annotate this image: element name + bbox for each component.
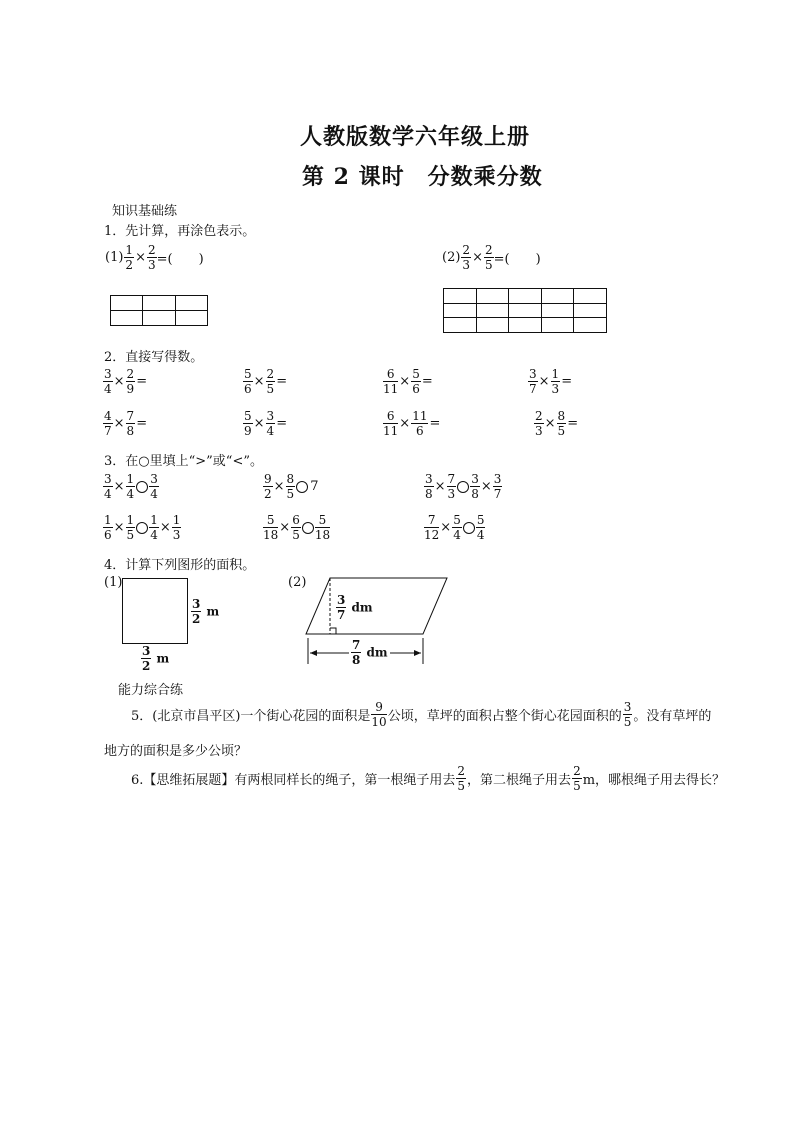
q2-answer-slot[interactable]: =	[561, 374, 573, 389]
q2-answer-slot[interactable]: =	[567, 416, 579, 431]
q3-item: $\frac{9}{2}$ × $\frac{8}{5}$ 7	[264, 472, 319, 501]
q2-item: $\frac{3}{4}$ × $\frac{2}{9}$ =	[104, 367, 148, 396]
q1b-fraction-2: $\frac{2}{5}$	[484, 243, 493, 272]
section-basic-label: 知识基础练	[112, 204, 178, 219]
grid-cell[interactable]	[143, 311, 175, 326]
q1-part-b	[441, 244, 541, 271]
q4-fig1-label: (1)	[104, 575, 123, 590]
section-ability-label: 能力综合练	[118, 683, 184, 698]
grid-cell[interactable]	[444, 303, 477, 318]
compare-circle[interactable]	[302, 522, 314, 534]
q2-item: $\frac{4}{7}$ × $\frac{7}{8}$ =	[104, 409, 148, 438]
q3-stem: 3．在○里填上“>”或“<”。	[104, 454, 263, 469]
q5-line-2: 地方的面积是多少公顷？	[104, 744, 248, 759]
q3-item: $\frac{3}{4}$ × $\frac{1}{4}$ $\frac{3}{4}$	[104, 472, 158, 501]
grid-cell[interactable]	[541, 303, 574, 318]
q2-item: $\frac{2}{3}$ × $\frac{8}{5}$ =	[535, 409, 579, 438]
square-bottom-length: $\frac{3}{2}$ m	[142, 644, 170, 673]
grid-cell[interactable]	[476, 303, 509, 318]
grid-cell[interactable]	[574, 318, 607, 333]
q1b-shading-grid[interactable]	[443, 288, 607, 333]
q1a-fraction-2: $\frac{2}{3}$	[147, 243, 156, 272]
grid-cell[interactable]	[111, 296, 143, 311]
grid-cell[interactable]	[444, 289, 477, 304]
q6-text: 6.【思维拓展题】有两根同样长的绳子，第一根绳子用去 $\frac{2}{5}$ ，第二根绳子用去 $\frac{2}{5}$ m，哪根绳子用去得长？	[131, 764, 726, 793]
grid-cell[interactable]	[476, 289, 509, 304]
grid-cell[interactable]	[541, 289, 574, 304]
parallelogram-base: $\frac{7}{8}$ dm	[349, 639, 390, 666]
q2-answer-slot[interactable]: =	[136, 374, 148, 389]
q1-part-a	[104, 244, 204, 271]
grid-cell[interactable]	[509, 289, 542, 304]
q2-answer-slot[interactable]: =	[421, 374, 433, 389]
q1a-label: (1)	[105, 250, 124, 265]
grid-cell[interactable]	[175, 296, 207, 311]
square-figure	[122, 578, 188, 644]
lesson-subtitle: 第 2 课时 分数乘分数	[302, 164, 543, 190]
q2-stem: 2．直接写得数。	[104, 350, 204, 365]
times-sign: ×	[472, 250, 483, 265]
q1a-shading-grid[interactable]	[110, 295, 208, 326]
q2-item: $\frac{6}{11}$ × $\frac{5}{6}$ =	[383, 367, 433, 396]
q2-answer-slot[interactable]: =	[276, 374, 288, 389]
q2-item: $\frac{6}{11}$ × $\frac{11}{6}$ =	[383, 409, 441, 438]
q1b-label: (2)	[442, 250, 461, 265]
compare-circle[interactable]	[457, 481, 469, 493]
grid-cell[interactable]	[476, 318, 509, 333]
q2-answer-slot[interactable]: =	[276, 416, 288, 431]
q3-item: $\frac{5}{18}$ × $\frac{6}{5}$ $\frac{5}{18}$	[263, 513, 331, 542]
q1-stem: 1．先计算，再涂色表示。	[104, 224, 256, 239]
grid-cell[interactable]	[143, 296, 175, 311]
compare-circle[interactable]	[296, 481, 308, 493]
q4-stem: 4．计算下列图形的面积。	[104, 558, 256, 573]
grid-cell[interactable]	[574, 303, 607, 318]
q5-line-1: 5．(北京市昌平区)一个街心花园的面积是 $\frac{9}{10}$ 公顷，草坪的面积占整个街心花园面积的 $\frac{3}{5}$ 。没有草坪的	[131, 700, 712, 729]
compare-circle[interactable]	[463, 522, 475, 534]
grid-cell[interactable]	[509, 318, 542, 333]
parallelogram-height: $\frac{3}{7}$ dm	[337, 593, 373, 622]
q1b-fraction-1: $\frac{2}{3}$	[462, 243, 471, 272]
q4-fig2-label: (2)	[288, 575, 307, 590]
times-sign: ×	[135, 250, 146, 265]
grid-cell[interactable]	[509, 303, 542, 318]
q2-answer-slot[interactable]: =	[429, 416, 441, 431]
grid-cell[interactable]	[541, 318, 574, 333]
q2-item: $\frac{3}{7}$ × $\frac{1}{3}$ =	[529, 367, 573, 396]
q1a-fraction-1: $\frac{1}{2}$	[125, 243, 134, 272]
page-title: 人教版数学六年级上册	[300, 124, 531, 150]
q3-item: $\frac{1}{6}$ × $\frac{1}{5}$ $\frac{1}{4}$ × $\frac{1}{3}$	[104, 513, 181, 542]
q2-answer-slot[interactable]: =	[136, 416, 148, 431]
q1a-answer-blank[interactable]: =( )	[156, 252, 204, 267]
q1b-answer-blank[interactable]: =( )	[493, 252, 541, 267]
grid-cell[interactable]	[574, 289, 607, 304]
q2-item: $\frac{5}{9}$ × $\frac{3}{4}$ =	[244, 409, 288, 438]
q2-item: $\frac{5}{6}$ × $\frac{2}{5}$ =	[244, 367, 288, 396]
compare-circle[interactable]	[136, 522, 148, 534]
q3-item: $\frac{7}{12}$ × $\frac{5}{4}$ $\frac{5}{4}$	[424, 513, 485, 542]
grid-cell[interactable]	[444, 318, 477, 333]
square-side-length: $\frac{3}{2}$ m	[192, 597, 220, 626]
q3-item: $\frac{3}{8}$ × $\frac{7}{3}$ $\frac{3}{8}$ × $\frac{3}{7}$	[425, 472, 502, 501]
grid-cell[interactable]	[175, 311, 207, 326]
grid-cell[interactable]	[111, 311, 143, 326]
compare-circle[interactable]	[136, 481, 148, 493]
